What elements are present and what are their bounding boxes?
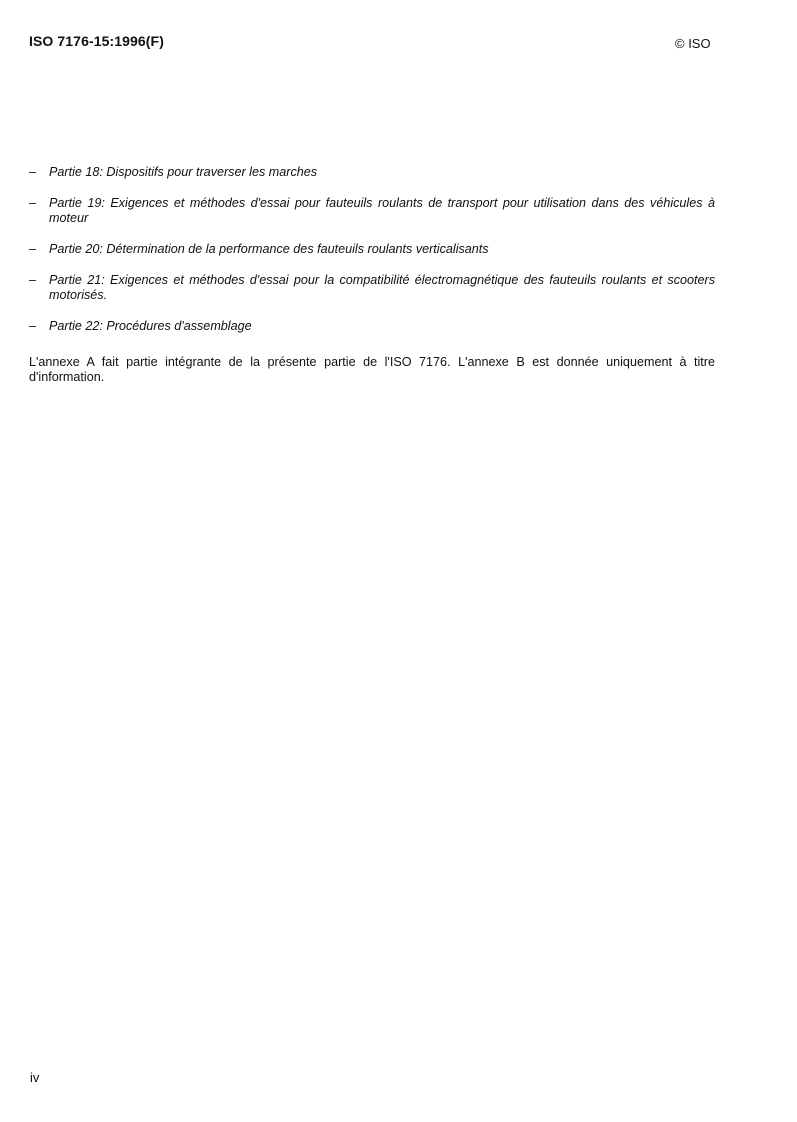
list-dash: – — [29, 319, 37, 333]
list-item-text: Partie 18: Dispositifs pour traverser les marches — [49, 165, 318, 179]
list-item — [29, 319, 715, 334]
list-item-text: Partie 20: Détermination de la performance des fauteuils roulants verticalisants — [49, 242, 489, 256]
document-id: ISO 7176-15:1996(F) — [29, 33, 164, 49]
annex-note-paragraph: L'annexe A fait partie intégrante de la présente partie de l'ISO 7176. L'annexe B est donnée uniquement à titre d'information. — [29, 355, 715, 384]
page-number: iv — [30, 1070, 40, 1085]
list-item-text: Partie 19: Exigences et méthodes d'essai pour fauteuils roulants de transport pour utilisation dans des véhicules à moteur — [49, 196, 715, 225]
list-item — [29, 196, 715, 226]
copyright-notice: © ISO — [675, 36, 711, 51]
list-item — [29, 273, 715, 303]
list-item-text: Partie 21: Exigences et méthodes d'essai pour la compatibilité électromagnétique des fauteuils roulants et scooters motorisés. — [49, 273, 715, 302]
list-dash: – — [29, 273, 37, 287]
list-item — [29, 242, 715, 257]
list-dash: – — [29, 196, 37, 210]
list-item-text: Partie 22: Procédures d'assemblage — [49, 319, 252, 333]
list-item — [29, 165, 715, 180]
list-dash: – — [29, 242, 37, 256]
parts-list — [29, 165, 715, 350]
list-dash: – — [29, 165, 37, 179]
